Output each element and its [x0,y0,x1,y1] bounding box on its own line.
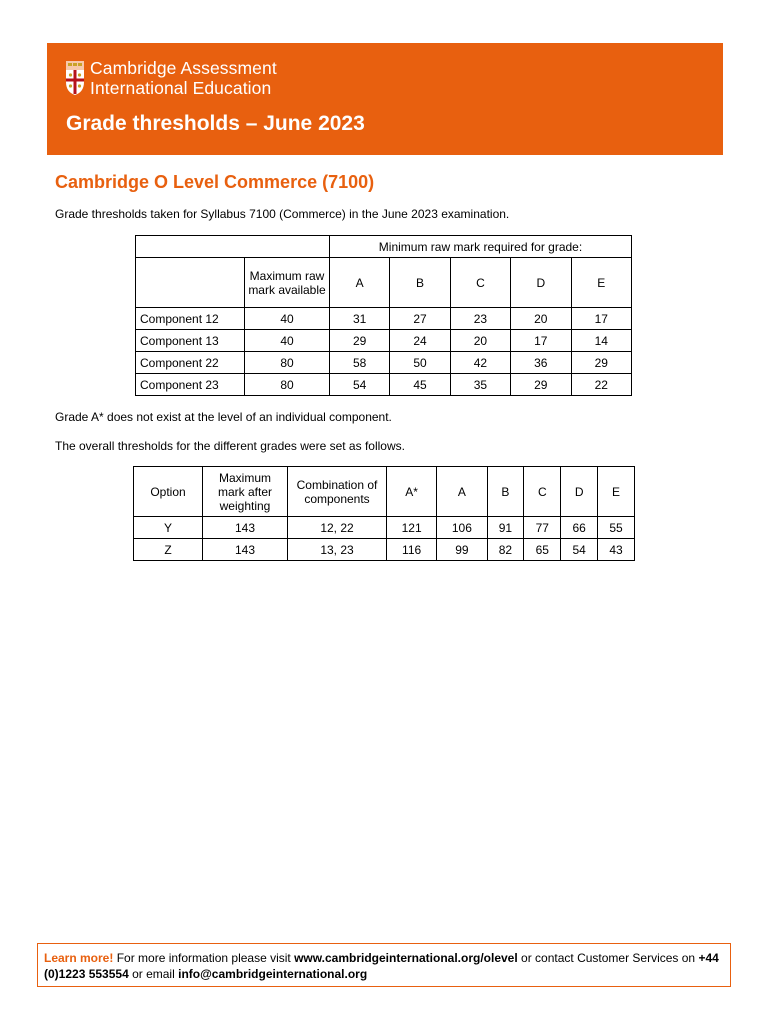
mark-cell: 22 [571,374,632,396]
mark-cell: 45 [390,374,450,396]
table-row [136,330,632,352]
mark-cell: 17 [571,308,632,330]
grade-header: A [437,467,487,517]
phone-number: +44 (0)1223 553554 [44,951,719,981]
mark-cell: 82 [487,539,524,561]
mark-cell: 50 [390,352,450,374]
mark-cell: 55 [598,517,635,539]
component-name: Component 12 [136,308,245,330]
mark-cell: 31 [330,308,390,330]
intro-text: Grade thresholds taken for Syllabus 7100 (Commerce) in the June 2023 examination. [55,207,510,221]
subject-title: Cambridge O Level Commerce (7100) [55,172,375,192]
mark-cell: 91 [487,517,524,539]
mark-cell: 65 [524,539,561,561]
max-mark: 143 [203,539,288,561]
mark-cell: 66 [561,517,598,539]
max-weighted-header: Maximum mark after weighting [203,467,288,517]
grade-header: E [571,258,632,308]
footer-text: or email [128,967,179,981]
combination-cell: 13, 23 [288,539,387,561]
logo-text [90,58,277,98]
astar-note: Grade A* does not exist at the level of an individual component. [55,410,392,424]
header-banner [47,43,723,155]
mark-cell: 27 [390,308,450,330]
grade-header: D [561,467,598,517]
learn-more-label: Learn more! [44,951,114,965]
website-link[interactable]: www.cambridgeinternational.org/olevel [294,951,518,965]
min-mark-header: Minimum raw mark required for grade: [330,236,632,258]
footer-text: For more information please visit [113,951,295,965]
max-mark: 40 [245,330,330,352]
combination-cell: 12, 22 [288,517,387,539]
mark-cell: 14 [571,330,632,352]
mark-cell: 29 [571,352,632,374]
component-threshold-table [135,235,632,396]
empty-header-cell [136,258,245,308]
mark-cell: 116 [387,539,437,561]
max-mark: 143 [203,517,288,539]
table-row [136,308,632,330]
grade-header: C [450,258,510,308]
page-title: Grade thresholds – June 2023 [66,112,365,135]
mark-cell: 29 [330,330,390,352]
table-row [134,539,635,561]
component-name: Component 22 [136,352,245,374]
mark-cell: 99 [437,539,487,561]
footer-box [37,943,731,987]
max-mark: 40 [245,308,330,330]
mark-cell: 36 [511,352,571,374]
mark-cell: 43 [598,539,635,561]
table-row [134,517,635,539]
logo-line-2: International Education [90,78,272,98]
max-mark: 80 [245,374,330,396]
overall-threshold-table [133,466,635,561]
mark-cell: 106 [437,517,487,539]
mark-cell: 54 [330,374,390,396]
mark-cell: 20 [511,308,571,330]
component-name: Component 23 [136,374,245,396]
max-mark: 80 [245,352,330,374]
footer-text: or contact Customer Services on [517,951,699,965]
grade-header: B [487,467,524,517]
logo-line-1: Cambridge Assessment [90,58,277,78]
mark-cell: 23 [450,308,510,330]
mark-cell: 42 [450,352,510,374]
max-mark-header: Maximum raw mark available [245,258,330,308]
empty-header-cell [136,236,330,258]
email-link[interactable]: info@cambridgeinternational.org [178,967,368,981]
grade-header: B [390,258,450,308]
mark-cell: 58 [330,352,390,374]
table-row [136,374,632,396]
grade-header: C [524,467,561,517]
mark-cell: 29 [511,374,571,396]
mark-cell: 20 [450,330,510,352]
grade-header: A* [387,467,437,517]
grade-header: D [511,258,571,308]
grade-header: A [330,258,390,308]
option-header: Option [134,467,203,517]
mark-cell: 24 [390,330,450,352]
overall-note: The overall thresholds for the different grades were set as follows. [55,439,405,453]
mark-cell: 17 [511,330,571,352]
component-name: Component 13 [136,330,245,352]
mark-cell: 77 [524,517,561,539]
mark-cell: 54 [561,539,598,561]
cambridge-crest-icon [65,60,85,96]
combination-header: Combination of components [288,467,387,517]
option-cell: Z [134,539,203,561]
option-cell: Y [134,517,203,539]
mark-cell: 35 [450,374,510,396]
grade-header: E [598,467,635,517]
table-row [136,352,632,374]
mark-cell: 121 [387,517,437,539]
